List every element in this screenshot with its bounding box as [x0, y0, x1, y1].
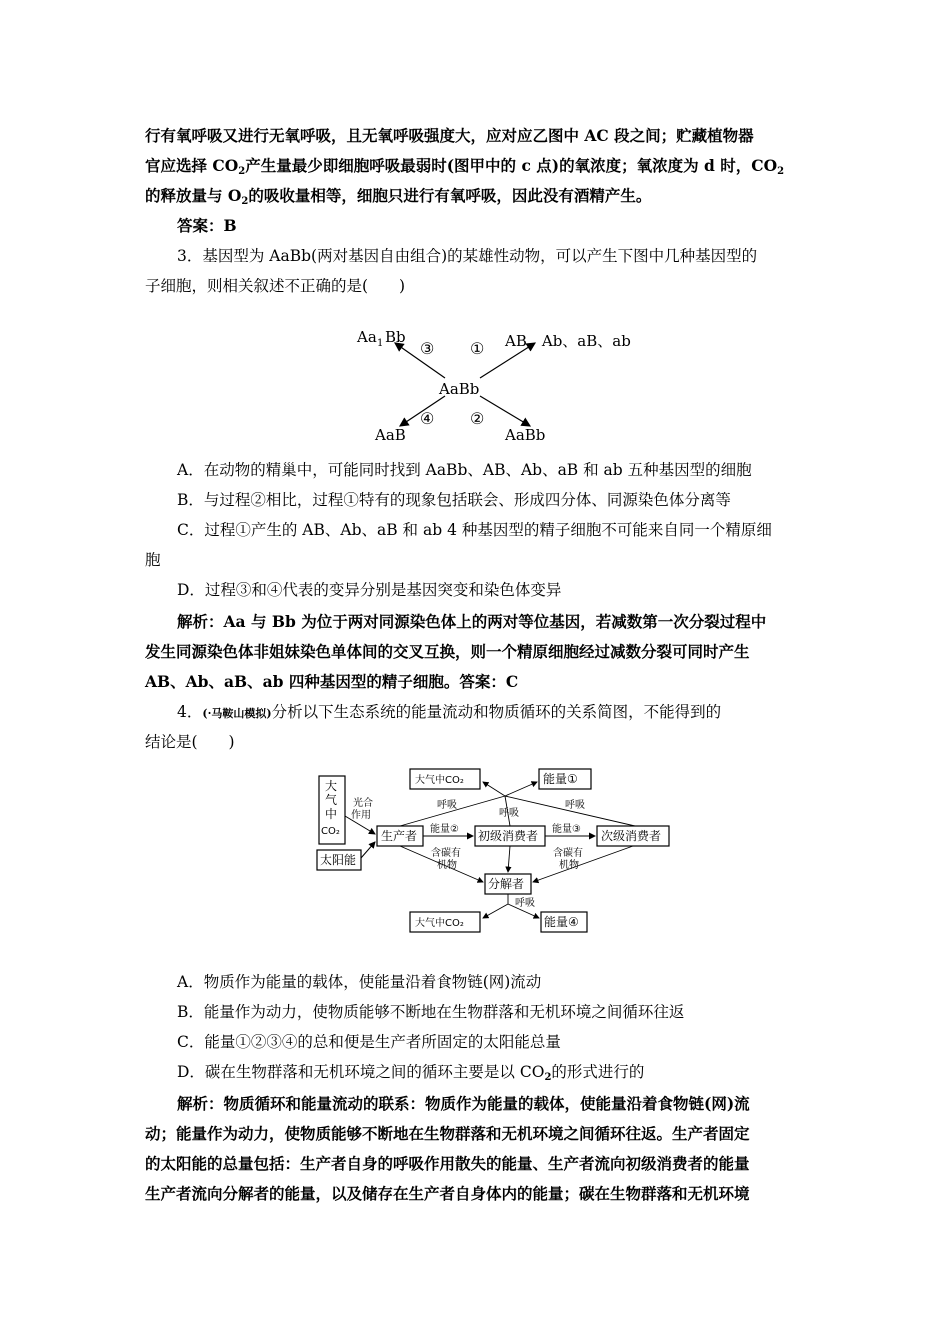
carbon-organic-label: 含碳有 — [553, 848, 583, 859]
explanation-line: AB、Ab、aB、ab 四种基因型的精子细胞。答案：C — [145, 672, 519, 691]
respiration-label: 呼吸 — [499, 808, 519, 819]
energy4-label: 能量④ — [544, 915, 579, 929]
question-3-stem: 子细胞，则相关叙述不正确的是( ) — [145, 277, 406, 295]
question-4-stem: 结论是( ) — [145, 733, 235, 751]
atmosphere-co2-bottom-label: 大气中CO₂ — [415, 918, 464, 929]
photosynthesis-label-1: 光合 — [353, 798, 373, 809]
option-a: A．物质作为能量的载体，使能量沿着食物链(网)流动 — [177, 973, 542, 991]
energy2-label: 能量② — [430, 824, 459, 835]
process-3-label: ③ — [420, 339, 435, 358]
atmosphere-co2-left-3: 中 — [325, 807, 338, 821]
energy1-label: 能量① — [543, 772, 578, 786]
genotype-bottom-left: AaB — [375, 426, 406, 444]
explanation-line: 解析：物质循环和能量流动的联系：物质作为能量的载体，使能量沿着食物链(网)流 — [177, 1094, 750, 1113]
genotype-center: AaBb — [439, 380, 480, 398]
genotype-top-left-b: Bb — [385, 328, 406, 346]
explanation-line: 行有氧呼吸又进行无氧呼吸，且无氧呼吸强度大，应对应乙图中 AC 段之间；贮藏植物器 — [145, 126, 754, 145]
atmosphere-co2-left-1: 大 — [325, 779, 338, 793]
option-d: D．过程③和④代表的变异分别是基因突变和染色体变异 — [177, 581, 562, 599]
genotype-top-right: AB、Ab、aB、ab — [505, 332, 631, 350]
atmosphere-co2-top-label: 大气中CO₂ — [415, 775, 464, 786]
secondary-consumer-label: 次级消费者 — [601, 829, 662, 843]
process-2-label: ② — [470, 409, 485, 428]
sun-label: 太阳能 — [320, 853, 357, 867]
option-b: B．与过程②相比，过程①特有的现象包括联会、形成四分体、同源染色体分离等 — [177, 491, 731, 509]
carbon-organic-label: 机物 — [559, 860, 579, 871]
explanation-line: 的太阳能的总量包括：生产者自身的呼吸作用散失的能量、生产者流向初级消费者的能量 — [145, 1154, 750, 1173]
respiration-label: 呼吸 — [515, 898, 535, 909]
option-d: D．碳在生物群落和无机环境之间的循环主要是以 $CO_2$的形式进行的 — [177, 1063, 645, 1083]
question-3-stem: 3．基因型为 AaBb(两对基因自由组合)的某雄性动物，可以产生下图中几种基因型的 — [177, 247, 758, 265]
respiration-label: 呼吸 — [437, 800, 457, 811]
option-c-cont: 胞 — [145, 551, 161, 569]
process-4-label: ④ — [420, 409, 435, 428]
explanation-line: 的释放量与 $O_2$的吸收量相等，细胞只进行有氧呼吸，因此没有酒精产生。 — [145, 186, 652, 207]
genotype-top-left: Aa — [357, 328, 377, 346]
carbon-organic-label: 含碳有 — [431, 848, 461, 859]
genotype-diagram — [345, 318, 635, 448]
producer-label: 生产者 — [381, 829, 418, 843]
carbon-organic-label: 机物 — [437, 860, 457, 871]
energy3-label: 能量③ — [552, 824, 581, 835]
genotype-bottom-right: AaBb — [505, 426, 546, 444]
option-b: B．能量作为动力，使物质能够不断地在生物群落和无机环境之间循环往返 — [177, 1003, 685, 1021]
primary-consumer-label: 初级消费者 — [478, 829, 539, 843]
option-c: C．过程①产生的 AB、Ab、aB 和 ab 4 种基因型的精子细胞不可能来自同一个精原细 — [177, 521, 772, 539]
option-a: A．在动物的精巢中，可能同时找到 AaBb、AB、Ab、aB 和 ab 五种基因型的细胞 — [177, 461, 752, 479]
explanation-line: 发生同源染色体非姐妹染色单体间的交叉互换，则一个精原细胞经过减数分裂可同时产生 — [145, 642, 750, 661]
atmosphere-co2-left-4: CO₂ — [321, 826, 340, 837]
photosynthesis-label-2: 作用 — [351, 810, 371, 821]
explanation-line: 动；能量作为动力，使物质能够不断地在生物群落和无机环境之间循环往返。生产者固定 — [145, 1124, 750, 1143]
answer-text: 答案：B — [177, 216, 237, 235]
explanation-line: 官应选择 $CO_2$产生量最少即细胞呼吸最弱时(图甲中的 c 点)的氧浓度；氧浓度为 d 时，$CO_2$ — [145, 156, 785, 177]
respiration-label: 呼吸 — [565, 800, 585, 811]
genotype-top-left-sub: 1 — [377, 338, 384, 349]
explanation-line: 解析：Aa 与 Bb 为位于两对同源染色体上的两对等位基因，若减数第一次分裂过程中 — [177, 612, 767, 631]
process-1-label: ① — [470, 339, 485, 358]
question-4-stem: 4．(·马鞍山模拟)分析以下生态系统的能量流动和物质循环的关系简图，不能得到的 — [177, 703, 722, 721]
ecosystem-diagram — [315, 766, 675, 944]
option-c: C．能量①②③④的总和便是生产者所固定的太阳能总量 — [177, 1033, 561, 1051]
decomposer-label: 分解者 — [488, 877, 525, 891]
explanation-line: 生产者流向分解者的能量，以及储存在生产者自身体内的能量；碳在生物群落和无机环境 — [145, 1184, 750, 1203]
atmosphere-co2-left-2: 气 — [325, 793, 338, 807]
